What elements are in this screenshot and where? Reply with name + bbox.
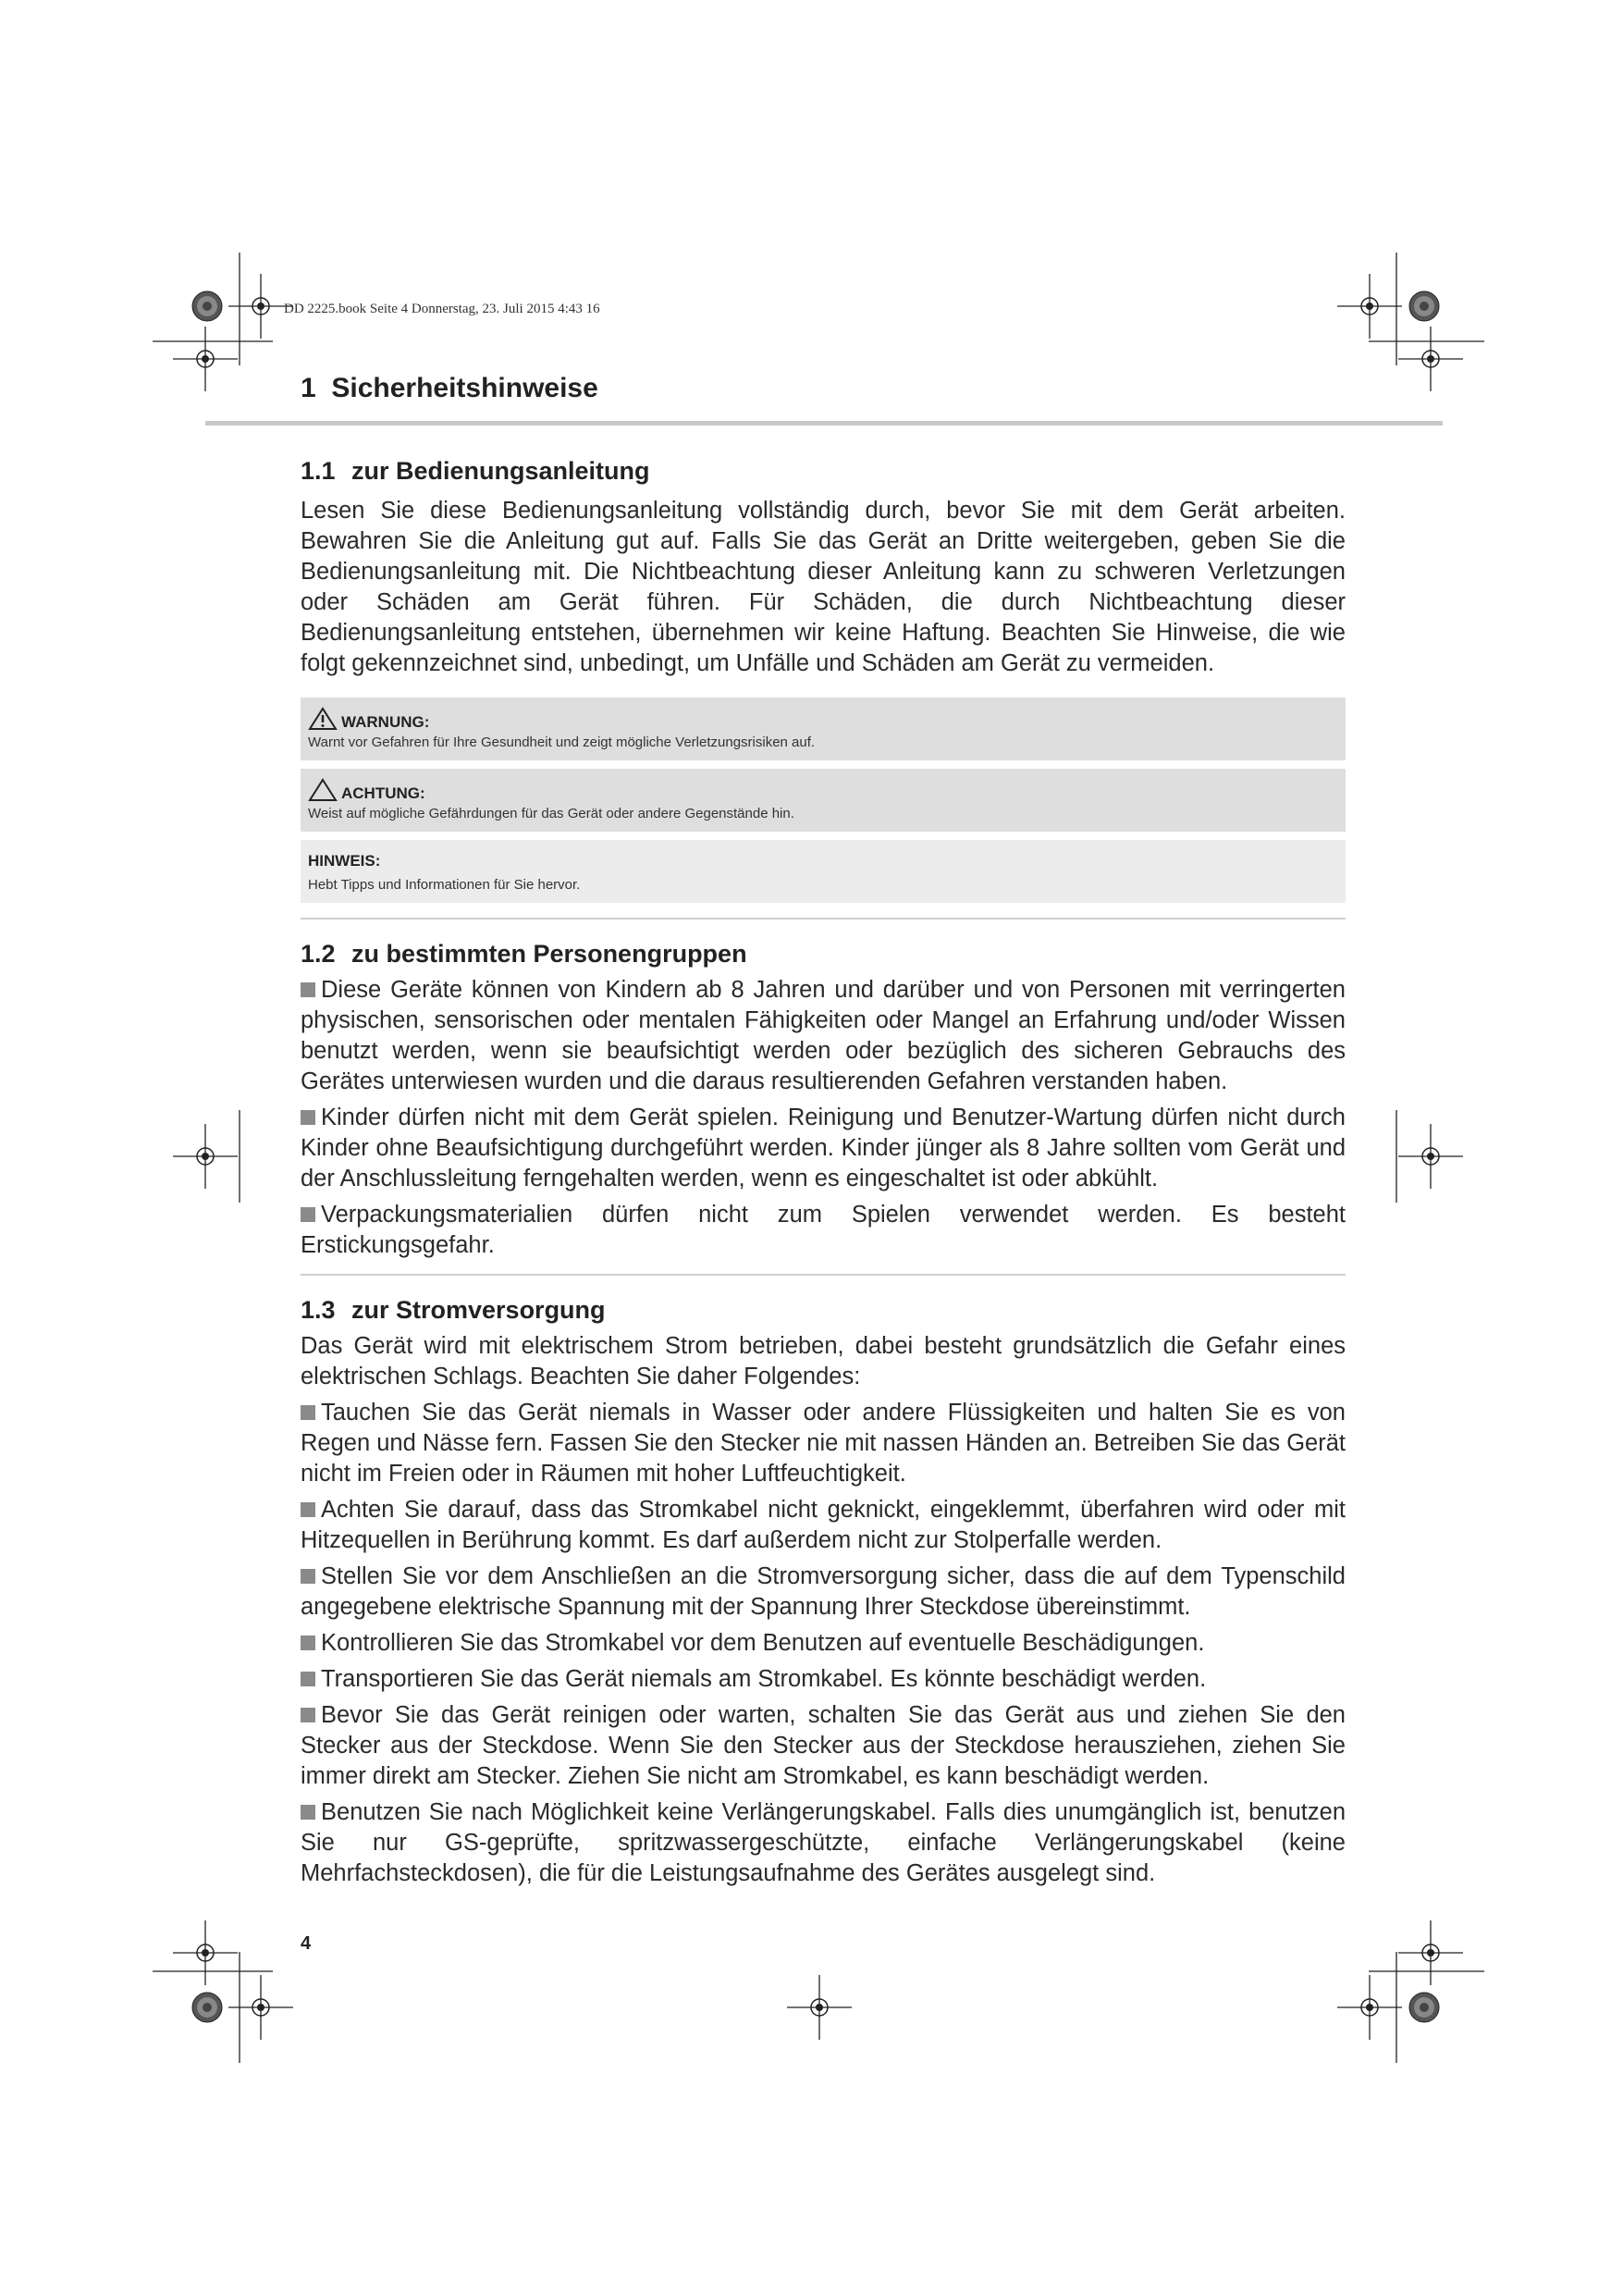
section-heading (301, 938, 1346, 969)
section-title: zur Bedienungsanleitung (351, 457, 650, 485)
registration-mark-icon (173, 327, 238, 391)
list-item: Diese Geräte können von Kindern ab 8 Jahren und darüber und von Personen mit verringerten physischen, sensorischen oder mentalen Fähigkeiten oder Mangel an Erfahrung und/oder Wissen benutzt werden, wenn sie beaufsichtigt werden oder bezüglich des sicheren Gebrauchs des Gerätes unterwiesen wurden und die daraus resultierenden Gefahren verstanden haben. (301, 977, 1346, 1094)
list-item: Stellen Sie vor dem Anschließen an die Stromversorgung sicher, dass die auf dem Typenschild angegebene elektrische Spannung mit der Spannung Ihrer Steckdose übereinstimmt. (301, 1563, 1346, 1620)
section-1-3 (301, 1294, 1346, 1889)
chapter-title-text: Sicherheitshinweise (331, 373, 598, 403)
color-wheel-icon (192, 291, 222, 321)
page-content (301, 370, 1346, 1889)
bullet-square-icon (301, 1502, 315, 1517)
list-item: Tauchen Sie das Gerät niemals in Wasser oder andere Flüssigkeiten und halten Sie es von Regen und Nässe fern. Fassen Sie den Stecker nie mit nassen Händen an. Betreiben Sie das Gerät nicht im Freien oder in Räumen mit hoher Luftfeuchtigkeit. (301, 1400, 1346, 1487)
bullet-square-icon (301, 1207, 315, 1222)
notice-caution (301, 769, 1346, 832)
list-item: Verpackungsmaterialien dürfen nicht zum Spielen verwendet werden. Es besteht Erstickungsgefahr. (301, 1202, 1346, 1258)
section-1-2 (301, 938, 1346, 1276)
caution-triangle-icon (308, 778, 338, 802)
bullet-list (301, 1398, 1346, 1889)
section-number: 1.3 (301, 1296, 336, 1324)
print-slug-header: DD 2225.book Seite 4 Donnerstag, 23. Juli 2015 4:43 16 (284, 302, 600, 316)
section-intro: Das Gerät wird mit elektrischem Strom betrieben, dabei besteht grundsätzlich die Gefahr eines elektrischen Schlags. Beachten Sie daher Folgendes: (301, 1333, 1346, 1389)
color-wheel-icon (192, 1993, 222, 2022)
bullet-square-icon (301, 1110, 315, 1125)
notice-text: Warnt vor Gefahren für Ihre Gesundheit und zeigt mögliche Verletzungsrisiken auf. (308, 734, 816, 750)
section-paragraph: Lesen Sie diese Bedienungsanleitung vollständig durch, bevor Sie mit dem Gerät arbeiten. Bewahren Sie die Anleitung gut auf. Falls Sie das Gerät an Dritte weitergeben, geben Sie die Bedienungsanleitung mit. Die Nichtbeachtung dieser Anleitung kann zu schweren Verletzungen oder Schäden am Gerät führen. Für Schäden, die durch Nichtbeachtung dieser Bedienungsanleitung entstehen, übernehmen wir keine Haftung. Beachten Sie Hinweise, die wie folgt gekennzeichnet sind, unbedingt, um Unfälle und Schäden am Gerät zu vermeiden. (301, 498, 1346, 676)
registration-mark-icon (173, 1920, 238, 1985)
registration-mark-icon (787, 1975, 852, 2040)
registration-mark-icon (1398, 327, 1463, 391)
section-title: zur Stromversorgung (351, 1296, 606, 1324)
registration-mark-icon (1337, 1975, 1402, 2040)
section-heading (301, 1294, 1346, 1326)
section-divider (301, 918, 1346, 920)
color-wheel-icon (1409, 291, 1439, 321)
bullet-square-icon (301, 1569, 315, 1584)
list-item: Benutzen Sie nach Möglichkeit keine Verlängerungskabel. Falls dies unumgänglich ist, benutzen Sie nur GS-geprüfte, spritzwassergeschützte, einfache Verlängerungskabel (keine Mehrfachsteckdosen), die für die Leistungsaufnahme des Gerätes ausgelegt sind. (301, 1799, 1346, 1886)
section-number: 1.2 (301, 940, 336, 968)
chapter-number: 1 (301, 373, 316, 403)
list-item: Kontrollieren Sie das Stromkabel vor dem Benutzen auf eventuelle Beschädigungen. (301, 1628, 1346, 1659)
section-heading (301, 455, 1346, 487)
bullet-list (301, 975, 1346, 1261)
bullet-square-icon (301, 1805, 315, 1820)
list-item: Bevor Sie das Gerät reinigen oder warten, schalten Sie das Gerät aus und ziehen Sie den Stecker aus der Steckdose. Wenn Sie den Stecker aus der Steckdose herausziehen, ziehen Sie immer direkt am Stecker. Ziehen Sie nicht am Stromkabel, es kann beschädigt werden. (301, 1702, 1346, 1789)
notice-text: Weist auf mögliche Gefährdungen für das Gerät oder andere Gegenstände hin. (308, 806, 794, 821)
notice-title: ACHTUNG: (341, 784, 425, 802)
list-item: Kinder dürfen nicht mit dem Gerät spielen. Reinigung und Benutzer-Wartung dürfen nicht durch Kinder ohne Beaufsichtigung durchgeführt werden. Kinder jünger als 8 Jahre sollten vom Gerät und der Anschlussleitung ferngehalten werden, wenn es eingeschaltet ist oder abkühlt. (301, 1105, 1346, 1191)
section-1-1 (301, 455, 1346, 920)
notice-hint (301, 840, 1346, 903)
notice-title: WARNUNG: (341, 713, 430, 731)
section-title: zu bestimmten Personengruppen (351, 940, 747, 968)
bullet-square-icon (301, 982, 315, 997)
registration-mark-icon (1398, 1920, 1463, 1985)
section-number: 1.1 (301, 457, 336, 485)
color-wheel-icon (1409, 1993, 1439, 2022)
bullet-square-icon (301, 1672, 315, 1686)
chapter-rule (205, 421, 1443, 426)
list-item: Achten Sie darauf, dass das Stromkabel nicht geknickt, eingeklemmt, überfahren wird oder mit Hitzequellen in Berührung kommt. Es darf außerdem nicht zur Stolperfalle werden. (301, 1497, 1346, 1553)
list-item: Transportieren Sie das Gerät niemals am Stromkabel. Es könnte beschädigt werden. (301, 1664, 1346, 1695)
warning-triangle-icon (308, 707, 338, 731)
notice-warning (301, 697, 1346, 760)
registration-mark-icon (173, 1124, 238, 1189)
chapter-title (301, 370, 1346, 407)
registration-mark-icon (228, 1975, 293, 2040)
bullet-square-icon (301, 1405, 315, 1420)
notice-title: HINWEIS: (308, 852, 381, 870)
bullet-square-icon (301, 1708, 315, 1722)
registration-mark-icon (1398, 1124, 1463, 1189)
section-divider (301, 1274, 1346, 1276)
bullet-square-icon (301, 1636, 315, 1650)
notice-text: Hebt Tipps und Informationen für Sie hervor. (308, 877, 581, 893)
page-number: 4 (301, 1933, 312, 1954)
registration-mark-icon (1337, 274, 1402, 339)
